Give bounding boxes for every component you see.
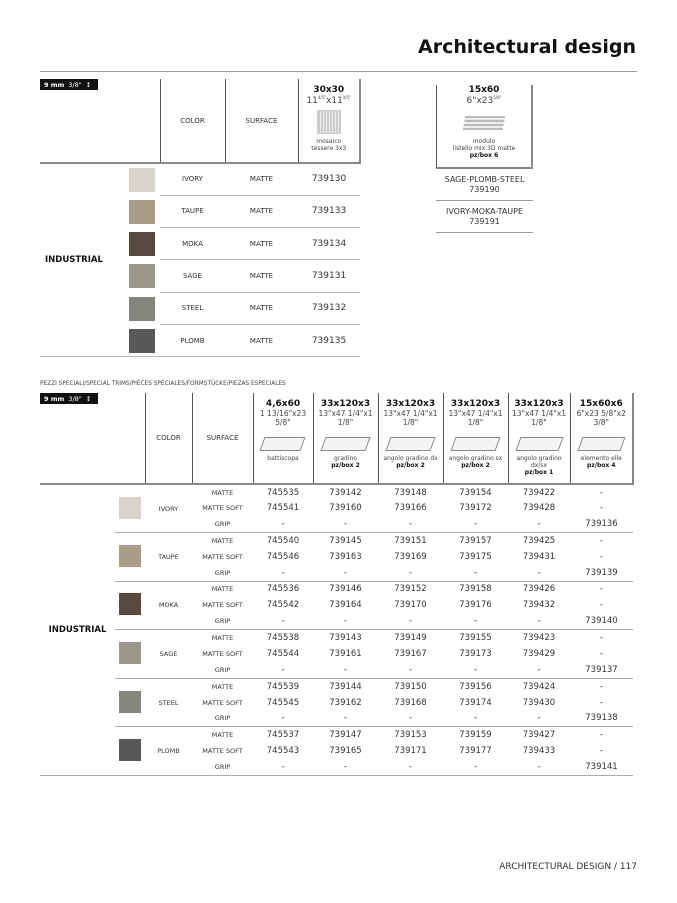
code-cell: - [599,633,604,644]
code-cell: 739135 [298,324,360,356]
swatch-cell [115,727,145,776]
color-swatch [119,545,141,567]
code-cell: 745536 [266,584,300,595]
code-cell: - [443,711,508,727]
color-swatch [119,739,141,761]
code-cell: 739138 [570,711,633,727]
page-title: Architectural design [418,36,636,58]
code-cell: - [253,759,313,775]
color-cell: PLOMB [145,727,192,776]
format-header: 33x120x3 13"x47 1/4"x1 1/8" angolo gradino dx pz/box 2 [378,393,443,484]
code-cell: - [599,600,604,611]
color-cell: MOKA [145,581,192,630]
code-cell: 739427 [522,730,556,741]
color-swatch [119,691,141,713]
code-cell: 739175 [459,551,492,562]
code-cell: 739158 [459,584,492,595]
special-trims-heading: PEZZI SPECIALI/SPECIAL TRIMS/PIÈCES SPÉCIALES/FORMSTÜCKE/PIEZAS ESPECIALES [40,381,286,387]
col-surface: SURFACE [225,79,298,163]
color-swatch [129,232,155,256]
color-swatch [119,593,141,615]
code-cell: - [378,565,443,581]
code-cell: - [253,516,313,532]
format-header: 33x120x3 13"x47 1/4"x1 1/8" angolo gradino dx/sx pz/box 1 [508,393,570,484]
listello-row: SAGE-PLOMB-STEEL 739190 [436,169,533,201]
color-swatch [119,642,141,664]
surface-cell: GRIP [192,711,253,727]
code-cell: - [443,614,508,630]
code-cell: - [378,516,443,532]
surface-cell: GRIP [192,662,253,678]
listello-row: IVORY-MOKA-TAUPE 739191 [436,201,533,233]
code-cell: 739150 [394,681,427,692]
surface-cell: MATTE [211,585,234,594]
table-row [40,727,633,743]
surface-cell: MATTE [211,731,234,740]
surface-cell: MATTE SOFT [202,649,243,658]
code-cell: - [313,662,378,678]
table-row [40,533,633,549]
surface-cell: MATTE [225,228,298,260]
code-cell: 739171 [394,746,427,757]
code-cell: - [313,759,378,775]
code-cell: - [599,746,604,757]
code-cell: 745541 [266,503,300,514]
color-swatch [129,168,155,192]
code-cell: 739143 [329,633,362,644]
code-cell: - [599,535,604,546]
surface-cell: MATTE SOFT [202,504,243,513]
color-swatch [129,297,155,321]
swatch-cell [115,533,145,582]
color-cell: STEEL [160,292,225,324]
code-cell: - [443,759,508,775]
code-cell: 745546 [266,551,300,562]
code-cell: - [508,711,570,727]
code-cell: - [599,697,604,708]
code-cell: 739164 [329,600,362,611]
code-cell: - [253,662,313,678]
code-cell: 739433 [522,746,556,757]
surface-cell: MATTE SOFT [202,552,243,561]
code-cell: 739423 [522,633,556,644]
code-cell: 739132 [298,292,360,324]
surface-cell: MATTE [225,260,298,292]
code-cell: 739133 [298,195,360,227]
code-cell: 739432 [522,600,556,611]
code-cell: - [508,662,570,678]
code-cell: 739425 [522,535,556,546]
format-header: 33x120x3 13"x47 1/4"x1 1/8" angolo gradino sx pz/box 2 [443,393,508,484]
code-cell: 739426 [522,584,556,595]
surface-cell: MATTE [225,292,298,324]
series-cell: INDUSTRIAL [40,484,115,775]
code-cell: 739137 [570,662,633,678]
color-cell: IVORY [160,163,225,195]
color-cell: TAUPE [145,533,192,582]
thickness-badge: 9 mm 3/8" ↕ [40,79,98,90]
code-cell: 739149 [394,633,427,644]
code-cell: - [599,503,604,514]
code-cell: 745543 [266,746,300,757]
surface-cell: GRIP [192,565,253,581]
code-cell: - [378,759,443,775]
code-cell: 739177 [459,746,492,757]
surface-cell: MATTE SOFT [202,698,243,707]
code-cell: 739131 [298,260,360,292]
surface-cell: GRIP [192,759,253,775]
surface-cell: MATTE [211,536,234,545]
code-cell: 745537 [266,730,300,741]
code-cell: 739174 [459,697,492,708]
swatch-cell [115,581,145,630]
tile-table [40,79,361,357]
code-cell: - [443,516,508,532]
code-cell: - [378,614,443,630]
code-cell: - [599,648,604,659]
color-cell: MOKA [160,228,225,260]
code-cell: 739154 [459,487,492,498]
color-cell: PLOMB [160,324,225,356]
series-cell: INDUSTRIAL [40,163,160,357]
code-cell: 739134 [298,228,360,260]
code-cell: 739139 [570,565,633,581]
trim-shape-icon [515,437,563,451]
table-row [40,581,633,597]
color-swatch [119,497,141,519]
code-cell: 745539 [266,681,300,692]
table-row [40,484,633,500]
code-cell: - [253,565,313,581]
code-cell: 739169 [394,551,427,562]
color-swatch [129,200,155,224]
listello-icon [463,116,505,130]
surface-cell: MATTE [211,682,234,691]
code-cell: 739162 [329,697,362,708]
code-cell: 745544 [266,648,300,659]
code-cell: - [443,662,508,678]
code-cell: 739170 [394,600,427,611]
code-cell: 739161 [329,648,362,659]
code-cell: 739172 [459,503,492,514]
code-cell: 739159 [459,730,492,741]
code-cell: 739153 [394,730,427,741]
code-cell: 739146 [329,584,362,595]
format-header: 30x30 $11^{4/5"}x11^{4/5"}$ mosaico tessere 3x3 [298,79,360,163]
code-cell: 739148 [394,487,427,498]
color-swatch [129,264,155,288]
code-cell: 739431 [522,551,556,562]
thickness-badge: 9 mm 3/8" ↕ [40,393,98,404]
col-color: COLOR [160,79,225,163]
code-cell: 739424 [522,681,556,692]
code-cell: - [508,565,570,581]
color-cell: SAGE [160,260,225,292]
trim-shape-icon [386,437,436,451]
code-cell: 739176 [459,600,492,611]
col-surface: SURFACE [192,393,253,484]
code-cell: - [253,711,313,727]
code-cell: 739165 [329,746,362,757]
code-cell: - [378,662,443,678]
code-cell: 739168 [394,697,427,708]
col-color: COLOR [145,393,192,484]
code-cell: - [313,516,378,532]
code-cell: 739430 [522,697,556,708]
page-footer: ARCHITECTURAL DESIGN / 117 [499,862,637,872]
code-cell: 739147 [329,730,362,741]
code-cell: - [313,614,378,630]
listello-table: 15x60 $6"x23^{5/8"}$ modulo listello mix 3D matte pz/box 6 SAGE-PLOMB-STEEL 739190 IVORY-MOKA-TAUPE 739191 [436,79,533,233]
title-divider [40,71,637,72]
code-cell: - [508,516,570,532]
surface-cell: MATTE [211,634,234,643]
color-cell: STEEL [145,678,192,727]
code-cell: - [599,487,604,498]
code-cell: - [313,711,378,727]
surface-cell: MATTE SOFT [202,601,243,610]
surface-cell: MATTE [225,195,298,227]
code-cell: 739144 [329,681,362,692]
code-cell: 739155 [459,633,492,644]
surface-cell: MATTE [225,163,298,195]
code-cell: 739173 [459,648,492,659]
code-cell: 739428 [522,503,556,514]
table-row [40,630,633,646]
code-cell: 745545 [266,697,300,708]
code-cell: - [599,551,604,562]
code-cell: 739167 [394,648,427,659]
color-cell: TAUPE [160,195,225,227]
code-cell: 745542 [266,600,300,611]
code-cell: - [313,565,378,581]
special-trims-table [40,393,634,776]
trim-shape-icon [260,437,306,451]
code-cell: - [599,730,604,741]
swatch-cell [115,678,145,727]
code-cell: - [253,614,313,630]
code-cell: 745540 [266,535,300,546]
code-cell: 739429 [522,648,556,659]
code-cell: 745538 [266,633,300,644]
code-cell: 739156 [459,681,492,692]
code-cell: 739140 [570,614,633,630]
format-header: 33x120x3 13"x47 1/4"x1 1/8" gradino pz/box 2 [313,393,378,484]
trim-shape-icon [321,437,371,451]
color-swatch [129,329,155,353]
code-cell: - [443,565,508,581]
code-cell: 739130 [298,163,360,195]
code-cell: 745535 [266,487,300,498]
color-cell: IVORY [145,484,192,533]
format-header: 15x60x6 6"x23 5/8"x2 3/8" elemento elle pz/box 4 [570,393,633,484]
code-cell: 739151 [394,535,427,546]
thickness-arrow-icon: ↕ [85,394,92,403]
swatch-cell [115,630,145,679]
code-cell: - [599,584,604,595]
thickness-arrow-icon: ↕ [85,80,92,89]
code-cell: 739145 [329,535,362,546]
code-cell: - [508,614,570,630]
color-cell: SAGE [145,630,192,679]
code-cell: 739157 [459,535,492,546]
trim-shape-icon [577,437,625,451]
surface-cell: MATTE [211,488,234,497]
code-cell: 739141 [570,759,633,775]
table-row [40,678,633,694]
surface-cell: MATTE [225,324,298,356]
code-cell: 739136 [570,516,633,532]
code-cell: 739142 [329,487,362,498]
table-row [40,163,360,195]
code-cell: - [508,759,570,775]
swatch-cell [115,484,145,533]
mosaic-icon [317,110,341,134]
code-cell: 739422 [522,487,556,498]
code-cell: 739152 [394,584,427,595]
surface-cell: MATTE SOFT [202,747,243,756]
code-cell: 739160 [329,503,362,514]
surface-cell: GRIP [192,614,253,630]
surface-cell: GRIP [192,516,253,532]
code-cell: - [599,681,604,692]
code-cell: - [378,711,443,727]
code-cell: 739163 [329,551,362,562]
code-cell: 739166 [394,503,427,514]
format-header: 4,6x60 1 13/16"x23 5/8" battiscopa [253,393,313,484]
trim-shape-icon [451,437,501,451]
